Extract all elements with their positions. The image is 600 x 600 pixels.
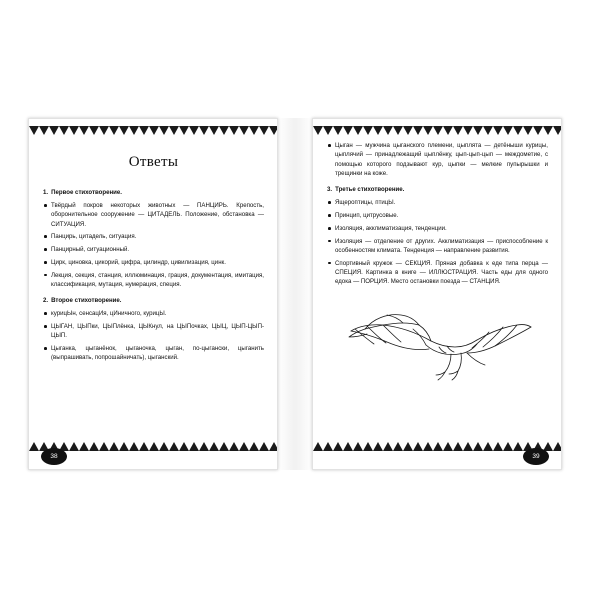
top-zigzag-border-right (313, 126, 561, 135)
top-zigzag-border-left (29, 126, 277, 135)
list-item: Цыган — мужчина цыганского племени, цыплята — детёныши курицы, цыплячий — принадлежащий цыплёнку, цып-цып-цып — междометие, с помощью которого подзывают кур, цыпки — мелкие пупырышки и трещинки на коже. (327, 141, 548, 178)
section-heading-2 (43, 296, 264, 305)
list-item: Изоляция — отделение от других. Акклиматизация — приспособление к особенностям климата. Тенденция — направление развития. (327, 237, 548, 256)
section-title-2: Второе стихотворение. (51, 297, 122, 305)
list-item: ЦЫГАН, ЦЫПки, ЦЫПлёнка, ЦЫКнул, на ЦЫПочках, ЦЫЦ, ЦЫП-ЦЫП-ЦЫП. (43, 322, 264, 341)
right-page-content (327, 141, 548, 435)
section-number-3: 3. (327, 186, 333, 193)
list-item: курицЫн, сенсацИя, цИничного, курицЫ. (43, 309, 264, 318)
book-gutter (278, 118, 312, 470)
left-page (28, 118, 278, 470)
answer-list-3 (327, 198, 548, 286)
list-item: Панцирный, ситуационный. (43, 245, 264, 254)
answer-list-2 (43, 309, 264, 362)
page-number-left: 38 (41, 448, 67, 465)
answer-list-1 (43, 201, 264, 289)
section-number-1: 1. (43, 188, 49, 196)
bottom-zigzag-border-right (313, 442, 561, 451)
list-item: Цирк, циновка, цикорий, цифра, цилиндр, цивилизация, цинк. (43, 258, 264, 267)
list-item: Лекция, секция, станция, иллюминация, грация, документация, имитация, классификация, мутация, нумерация, специя. (43, 271, 264, 290)
bottom-zigzag-border-left (29, 442, 277, 451)
section-heading-3 (327, 185, 548, 194)
left-page-content (43, 141, 264, 435)
list-item: Принцип, цитрусовые. (327, 211, 548, 220)
list-item: Цыганка, цыганёнок, цыганочка, цыган, по-цыгански, цыганить (выпрашивать, попрошайничать), цыганский. (43, 344, 264, 363)
right-page (312, 118, 562, 470)
section-number-2: 2. (43, 297, 49, 305)
list-item: Изоляция, акклиматизация, тенденции. (327, 224, 548, 233)
section-title-1: Первое стихотворение. (51, 188, 122, 196)
pterodactyl-illustration (327, 293, 548, 389)
page-number-right: 39 (523, 448, 549, 465)
list-item: Ящероптицы, птицЫ. (327, 198, 548, 207)
answer-list-continued (327, 141, 548, 178)
page-title: Ответы (128, 154, 179, 170)
section-title-3: Третье стихотворение. (335, 186, 405, 193)
list-item: Панцирь, цитадель, ситуация. (43, 232, 264, 241)
section-heading-1 (43, 188, 264, 197)
list-item: Твёрдый покров некоторых животных — ПАНЦИРЬ. Крепость, оборонительное сооружение — ЦИТАДЕЛЬ. Положение, обстановка — СИТУАЦИЯ. (43, 201, 264, 229)
list-item: Спортивный кружок — СЕКЦИЯ. Пряная добавка к еде типа перца — СПЕЦИЯ. Картинка в книге — ИЛЛЮСТРАЦИЯ. Часть еды для одного едока — ПОРЦИЯ. Место остановки поезда — СТАНЦИЯ. (327, 259, 548, 287)
